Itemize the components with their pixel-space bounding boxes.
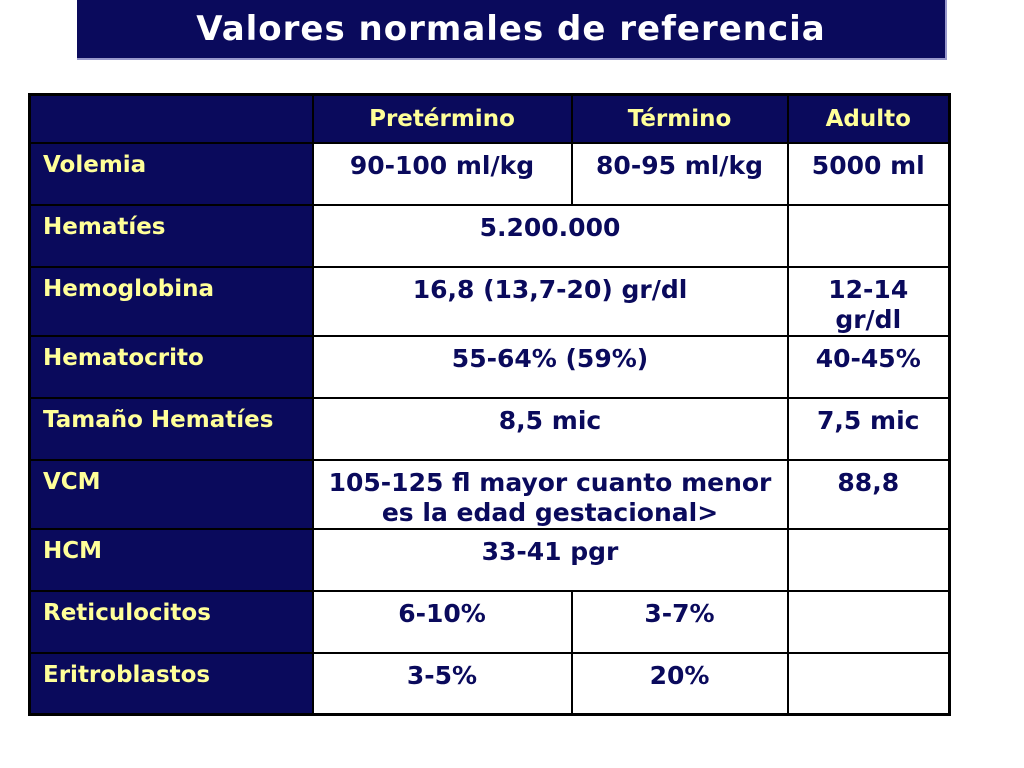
table-row	[30, 143, 950, 205]
value-cell: 55-64% (59%)	[313, 336, 788, 398]
col-header-pretermino: Pretérmino	[313, 95, 572, 143]
col-header-adulto: Adulto	[788, 95, 950, 143]
table-row	[30, 205, 950, 267]
table-row	[30, 267, 950, 336]
row-label: Hemoglobina	[30, 267, 313, 336]
row-label: VCM	[30, 460, 313, 529]
value-cell: 33-41 pgr	[313, 529, 788, 591]
corner-cell	[30, 95, 313, 143]
table-row	[30, 398, 950, 460]
table-row	[30, 591, 950, 653]
value-cell	[788, 205, 950, 267]
value-cell: 3-7%	[572, 591, 788, 653]
row-label: Eritroblastos	[30, 653, 313, 715]
value-cell: 5.200.000	[313, 205, 788, 267]
table-row	[30, 653, 950, 715]
table-row	[30, 336, 950, 398]
value-cell: 5000 ml	[788, 143, 950, 205]
col-header-termino: Término	[572, 95, 788, 143]
value-cell: 12-14 gr/dl	[788, 267, 950, 336]
value-cell: 6-10%	[313, 591, 572, 653]
value-cell: 88,8	[788, 460, 950, 529]
row-label: Reticulocitos	[30, 591, 313, 653]
slide-title: Valores normales de referencia	[196, 9, 826, 49]
table-row	[30, 529, 950, 591]
value-cell: 105-125 fl mayor cuanto menor es la edad gestacional>	[313, 460, 788, 529]
reference-table	[28, 93, 951, 716]
value-cell: 7,5 mic	[788, 398, 950, 460]
table-row	[30, 460, 950, 529]
value-cell	[788, 653, 950, 715]
title-banner	[77, 0, 947, 60]
value-cell: 16,8 (13,7-20) gr/dl	[313, 267, 788, 336]
value-cell	[788, 529, 950, 591]
value-cell: 40-45%	[788, 336, 950, 398]
row-label: Hematocrito	[30, 336, 313, 398]
row-label: Tamaño Hematíes	[30, 398, 313, 460]
table-body	[30, 143, 950, 715]
row-label: Volemia	[30, 143, 313, 205]
row-label: Hematíes	[30, 205, 313, 267]
value-cell: 8,5 mic	[313, 398, 788, 460]
value-cell	[788, 591, 950, 653]
value-cell: 80-95 ml/kg	[572, 143, 788, 205]
value-cell: 90-100 ml/kg	[313, 143, 572, 205]
value-cell: 3-5%	[313, 653, 572, 715]
value-cell: 20%	[572, 653, 788, 715]
row-label: HCM	[30, 529, 313, 591]
header-row	[30, 95, 950, 143]
